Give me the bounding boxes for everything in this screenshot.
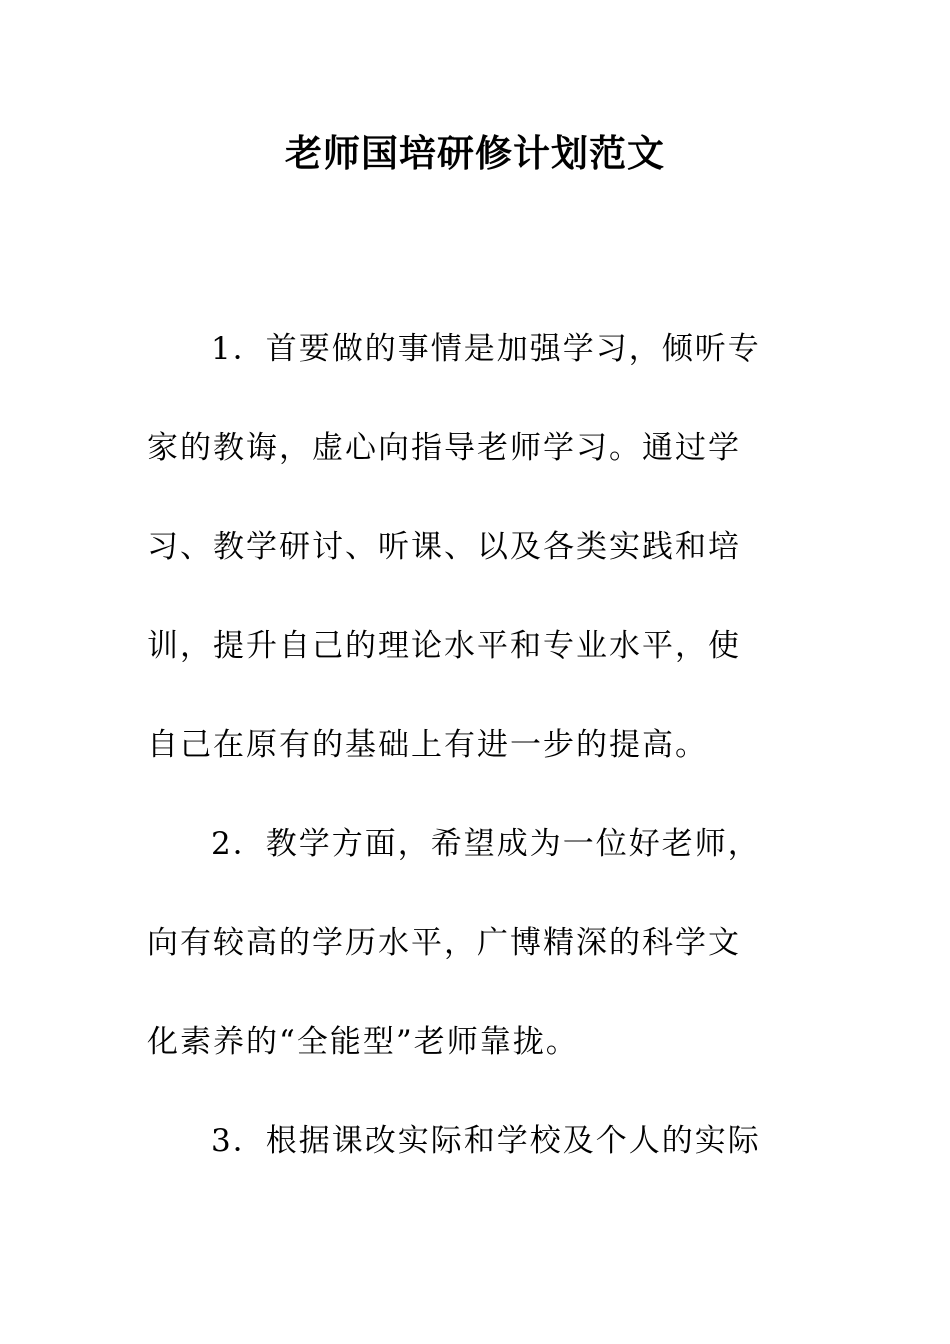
paragraph-1-line-3: 习、教学研讨、听课、以及各类实践和培 bbox=[147, 529, 741, 565]
paragraph-2-line-2: 向有较高的学历水平，广博精深的科学文 bbox=[147, 925, 741, 961]
paragraph-3-line-1: 3．根据课改实际和学校及个人的实际 bbox=[211, 1123, 761, 1159]
paragraph-1-line-4: 训，提升自己的理论水平和专业水平，使 bbox=[147, 628, 741, 664]
document-title: 老师国培研修计划范文 bbox=[285, 131, 665, 175]
paragraph-1-line-5: 自己在原有的基础上有进一步的提高。 bbox=[147, 727, 708, 763]
paragraph-1-line-2: 家的教诲，虚心向指导老师学习。通过学 bbox=[147, 430, 741, 466]
paragraph-2-line-1: 2．教学方面，希望成为一位好老师， bbox=[211, 826, 761, 862]
paragraph-2-line-3: 化素养的“全能型”老师靠拢。 bbox=[147, 1024, 579, 1060]
paragraph-1-line-1: 1．首要做的事情是加强学习，倾听专 bbox=[211, 331, 761, 367]
document-body bbox=[147, 300, 797, 1191]
